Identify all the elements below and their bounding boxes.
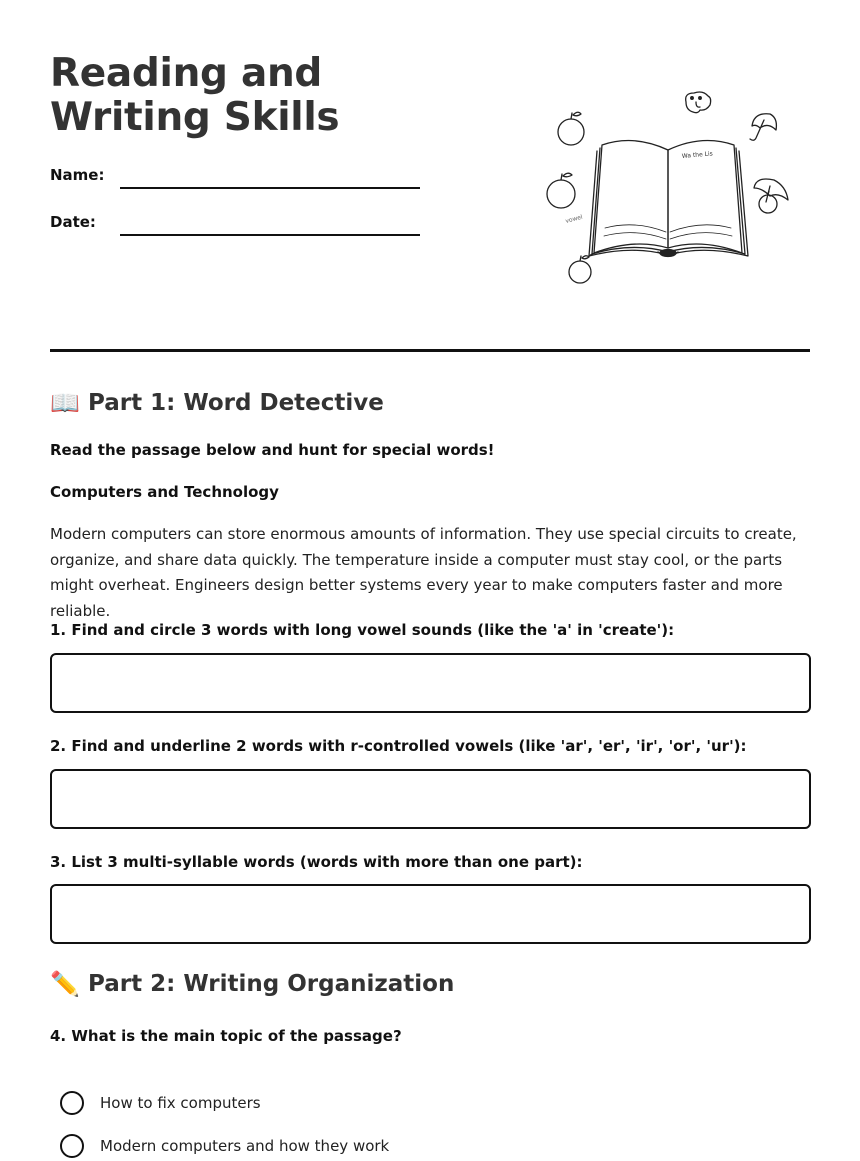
passage-text: Modern computers can store enormous amounts of information. They use special circuits to create, organize, and share data quickly. The temperature inside a computer must stay cool, or the parts might overheat. Engineers design better systems every year to make computers faster and more reliable. [50, 525, 797, 620]
open-book-illustration [540, 88, 795, 288]
date-field-line[interactable] [120, 234, 420, 236]
answer-box-2[interactable] [50, 769, 811, 829]
book-icon [589, 141, 748, 257]
option-a[interactable] [60, 1091, 261, 1115]
option-b[interactable] [60, 1134, 389, 1158]
question-1: 1. Find and circle 3 words with long vowel sounds (like the 'a' in 'create'): [50, 621, 675, 639]
book-icon: 📖 [50, 389, 80, 417]
option-b-label: Modern computers and how they work [100, 1137, 390, 1155]
passage-title: Computers and Technology [50, 483, 279, 501]
pencil-icon: ✏️ [50, 970, 80, 998]
apple-icon [547, 173, 575, 208]
part2-heading-text: Part 2: Writing Organization [88, 971, 455, 997]
part1-heading-text: Part 1: Word Detective [88, 390, 384, 416]
question-2: 2. Find and underline 2 words with r-controlled vowels (like 'ar', 'er', 'ir', 'or', 'ur'): [50, 737, 747, 755]
name-label: Name: [50, 166, 105, 184]
apple-icon [569, 256, 591, 283]
option-a-label: How to fix computers [100, 1094, 261, 1112]
part1-instruction: Read the passage below and hunt for special words! [50, 441, 495, 459]
apple-icon [558, 112, 584, 145]
name-field-line[interactable] [120, 187, 420, 189]
question-3: 3. List 3 multi-syllable words (words with more than one part): [50, 853, 583, 871]
question-4: 4. What is the main topic of the passage? [50, 1027, 402, 1045]
worksheet-title: Reading and Writing Skills [50, 51, 340, 140]
radio-option-b[interactable] [60, 1134, 84, 1158]
vowel-text: vowel [564, 213, 584, 225]
elephant-icon [686, 92, 711, 113]
umbrella-icon [754, 179, 788, 202]
answer-box-1[interactable] [50, 653, 811, 713]
header-divider [50, 349, 810, 352]
part2-heading [50, 970, 454, 998]
part1-heading [50, 389, 384, 417]
answer-box-3[interactable] [50, 884, 811, 944]
date-label: Date: [50, 213, 96, 231]
umbrella-icon [750, 114, 776, 141]
radio-option-a[interactable] [60, 1091, 84, 1115]
book-page-text: Wa the Lis [681, 150, 714, 160]
